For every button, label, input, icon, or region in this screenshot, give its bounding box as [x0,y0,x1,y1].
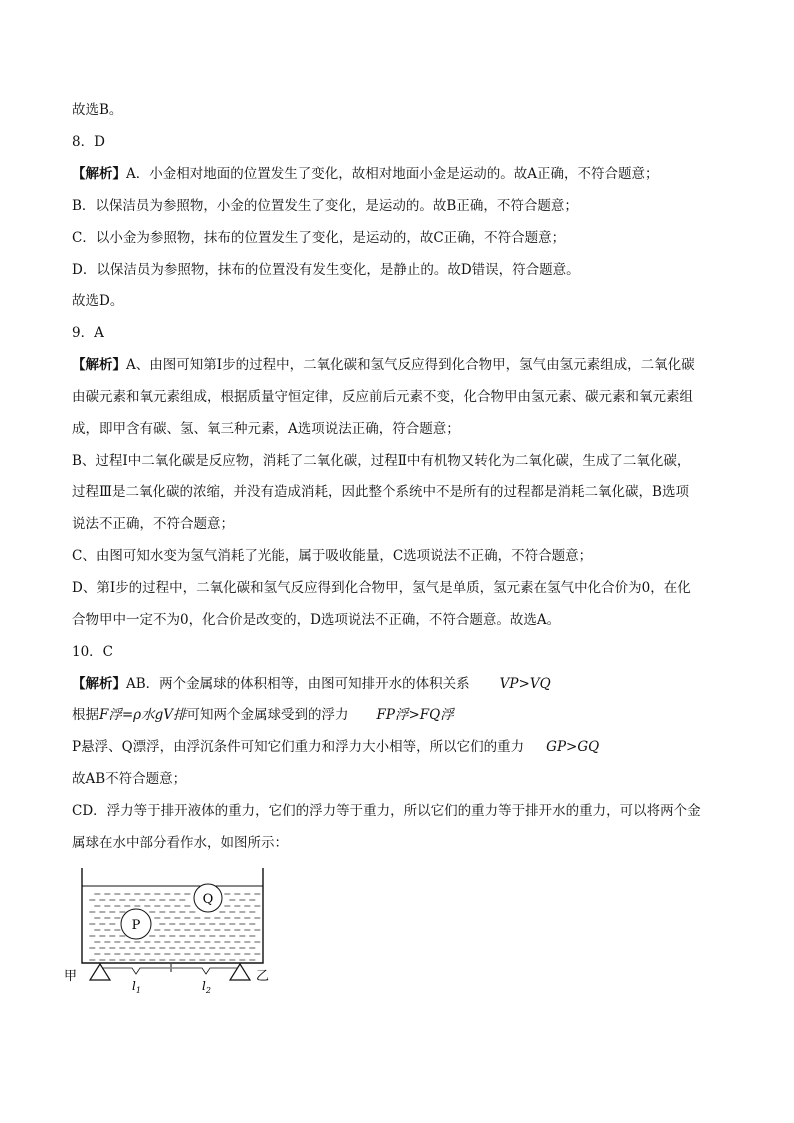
analysis-8-b: B．以保洁员为参照物，小金的位置发生了变化，是运动的。故B正确，不符合题意； [72,198,578,214]
analysis-8-a [72,165,659,183]
analysis-10-p-text: P悬浮、Q漂浮，由浮沉条件可知它们重力和浮力大小相等，所以它们的重力 [72,739,525,755]
gravity-relation: GP>GQ [546,739,600,755]
length-2-label: $l_2$ [202,979,211,995]
basis-middle: 可知两个金属球受到的浮力 [186,707,349,723]
buoyancy-relation: FP浮>FQ浮 [376,707,454,723]
support-right [230,964,250,980]
tank-figure [62,860,282,995]
analysis-10-ab [72,675,551,693]
analysis-10-ab-text: AB．两个金属球的体积相等，由图可知排开水的体积关系 [126,676,470,692]
conclusion-8: 故选D。 [72,293,124,309]
length-1-label: $l_1$ [132,979,141,995]
analysis-9-d1: D、第Ⅰ步的过程中，二氧化碳和氢气反应得到化合物甲，氢气是单质，氢元素在氢气中化合价为0，在化 [72,580,691,596]
analysis-10-basis [72,706,454,724]
analysis-9-a2: 由碳元素和氧元素组成，根据质量守恒定律，反应前后元素不变，化合物甲由氢元素、碳元素和氧元素组 [72,389,693,405]
analysis-9-a1-text: A、由图可知第Ⅰ步的过程中，二氧化碳和氢气反应得到化合物甲，氢气由氢元素组成，二氧化碳 [126,357,695,373]
answer-9: 9．A [72,325,104,341]
support-left [90,964,110,980]
answer-10: 10．C [72,644,114,660]
length-brace-2 [172,968,238,974]
volume-relation: VP>VQ [499,676,551,692]
answer-8: 8．D [72,134,105,150]
ball-q-label: Q [202,892,214,907]
analysis-9-d2: 合物甲中一定不为0，化合价是改变的，D选项说法不正确，不符合题意。故选A。 [72,612,561,628]
analysis-9-a1 [72,356,695,374]
analysis-9-b3: 说法不正确，不符合题意； [72,516,234,532]
basis-prefix: 根据 [72,707,99,723]
support-left-label: 甲 [64,969,78,984]
analysis-10-ab-end: 故AB不符合题意； [72,771,187,787]
analysis-8-a-text: A．小金相对地面的位置发生了变化，故相对地面小金是运动的。故A正确，不符合题意； [126,166,659,182]
analysis-9-c: C、由图可知水变为氢气消耗了光能，属于吸收能量，C选项说法不正确，不符合题意； [72,548,593,564]
analysis-10-cd2: 属球在水中部分看作水，如图所示： [72,835,288,851]
buoyancy-formula: F浮=ρ水gV排 [99,707,187,723]
ball-p-label: P [131,918,141,933]
analysis-9-a3: 成，即甲含有碳、氢、氧三种元素，A选项说法正确，符合题意； [72,421,460,437]
tank-outline [82,868,263,963]
line-conclusion-b: 故选B。 [72,102,123,118]
analysis-tag: 【解析】 [72,357,126,373]
analysis-tag: 【解析】 [72,166,126,182]
analysis-8-d: D．以保洁员为参照物，抹布的位置没有发生变化，是静止的。故D错误，符合题意。 [72,262,580,278]
analysis-10-cd1: CD．浮力等于排开液体的重力，它们的浮力等于重力，所以它们的重力等于排开水的重力，可以将两个金 [72,803,701,819]
analysis-9-b2: 过程Ⅲ是二氧化碳的浓缩，并没有造成消耗，因此整个系统中不是所有的过程都是消耗二氧化碳，B选项 [72,484,689,500]
analysis-9-b1: B、过程Ⅰ中二氧化碳是反应物，消耗了二氧化碳，过程Ⅱ中有机物又转化为二氧化碳，生成了二氧化碳， [72,453,691,469]
analysis-8-c: C．以小金为参照物，抹布的位置发生了变化，是运动的，故C正确，不符合题意； [72,230,566,246]
water-dashes [89,894,260,960]
analysis-10-p [72,738,599,756]
support-right-label: 乙 [256,969,270,984]
analysis-tag: 【解析】 [72,676,126,692]
length-brace-1 [102,968,170,974]
